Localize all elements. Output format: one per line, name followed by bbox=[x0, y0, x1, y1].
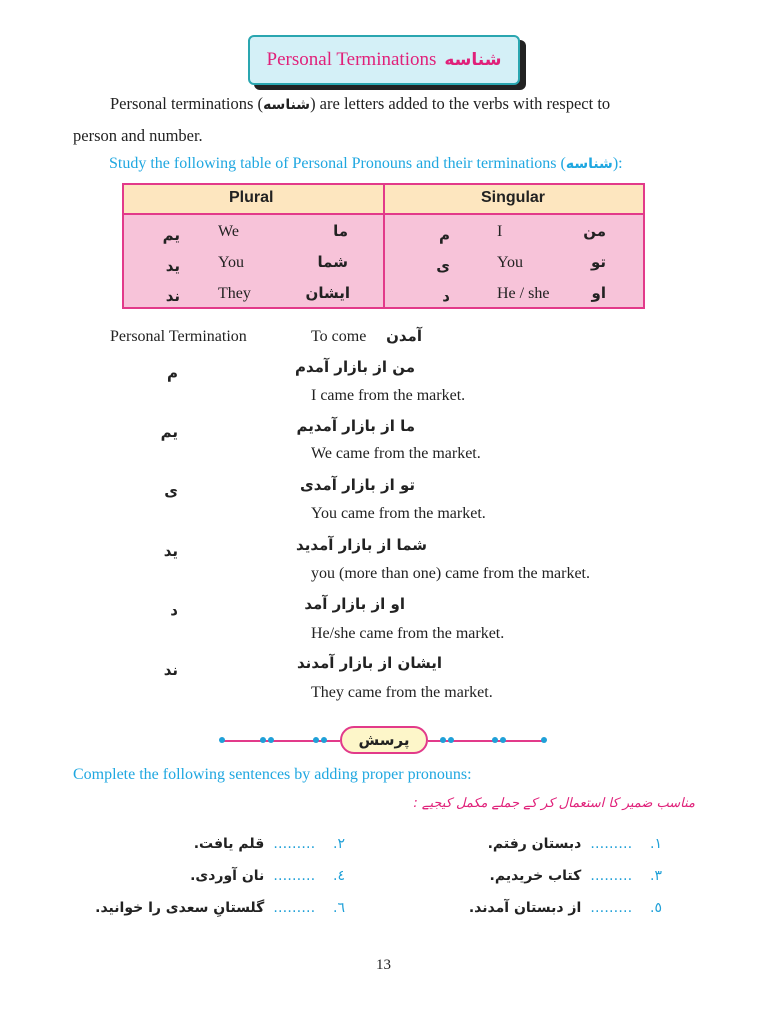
exercise-number: ۳. bbox=[650, 868, 662, 884]
blank-dots: ……… bbox=[590, 836, 633, 852]
exercise-text: دبستان رفتم. bbox=[487, 836, 582, 852]
intro-fa: شناسه bbox=[263, 97, 311, 113]
exercise-number: ٦. bbox=[333, 900, 345, 916]
plural-fa-1: ما bbox=[333, 222, 348, 240]
exercise-text: گلستانِ سعدی را خوانید. bbox=[95, 900, 265, 916]
ornament-dot bbox=[492, 737, 498, 743]
exercise-item-5 bbox=[430, 900, 662, 916]
label-to-come: To come bbox=[311, 328, 367, 345]
page-number: 13 bbox=[376, 957, 391, 973]
ornament-dot bbox=[541, 737, 547, 743]
plural-header: Plural bbox=[229, 189, 274, 206]
singular-term-3: د bbox=[442, 287, 450, 305]
singular-header: Singular bbox=[481, 189, 546, 206]
plural-term-1: یم bbox=[162, 226, 180, 244]
study-fa: شناسه bbox=[565, 156, 613, 172]
ornament-dot bbox=[313, 737, 319, 743]
exercise-item-3 bbox=[430, 868, 662, 884]
exercise-text: از دبستان آمدند. bbox=[468, 900, 582, 916]
conj-term-2: یم bbox=[160, 423, 178, 441]
intro-text-a: Personal terminations ( bbox=[110, 94, 264, 113]
conj-en-3: You came from the market. bbox=[311, 505, 486, 522]
intro-text-b: ) are letters added to the verbs with respect to bbox=[310, 94, 611, 113]
plural-en-2: You bbox=[218, 254, 244, 271]
ornament-dot bbox=[260, 737, 266, 743]
conj-en-2: We came from the market. bbox=[311, 445, 481, 462]
conj-term-6: ند bbox=[163, 661, 178, 679]
conj-fa-3: تو از بازار آمدی bbox=[300, 476, 415, 494]
conj-en-4: you (more than one) came from the market. bbox=[311, 565, 590, 582]
exercise-number: ۱. bbox=[650, 836, 662, 852]
conj-term-5: د bbox=[170, 601, 178, 619]
exercise-number: ۲. bbox=[333, 836, 345, 852]
singular-en-2: You bbox=[497, 254, 523, 271]
ornament-dot bbox=[448, 737, 454, 743]
study-text-b: ): bbox=[612, 155, 623, 172]
conj-fa-5: او از بازار آمد bbox=[304, 595, 405, 613]
exercise-text: نان آوردی. bbox=[190, 868, 265, 884]
singular-fa-2: تو bbox=[590, 253, 606, 271]
ornament-dot bbox=[268, 737, 274, 743]
singular-term-1: م bbox=[439, 226, 450, 244]
plural-en-1: We bbox=[218, 223, 239, 240]
conj-en-1: I came from the market. bbox=[311, 387, 466, 404]
conj-en-6: They came from the market. bbox=[311, 684, 493, 701]
exercise-instruction: Complete the following sentences by adding proper pronouns: bbox=[73, 766, 472, 783]
conj-fa-4: شما از بازار آمدید bbox=[296, 536, 427, 554]
blank-dots: ……… bbox=[273, 836, 316, 852]
exercise-item-4 bbox=[80, 868, 345, 884]
singular-fa-1: من bbox=[583, 222, 606, 240]
ornament-dot bbox=[219, 737, 225, 743]
conj-term-3: ی bbox=[164, 482, 178, 500]
plural-en-3: They bbox=[218, 285, 251, 302]
page-title bbox=[248, 35, 520, 85]
exercise-text: کتاب خریدیم. bbox=[489, 868, 582, 884]
title-en: Personal Terminations bbox=[266, 49, 437, 70]
singular-en-1: I bbox=[497, 223, 503, 240]
exercise-item-6 bbox=[60, 900, 345, 916]
conj-fa-6: ایشان از بازار آمدند bbox=[297, 654, 442, 672]
conj-fa-1: من از بازار آمدم bbox=[295, 358, 415, 376]
plural-fa-3: ایشان bbox=[305, 284, 350, 302]
plural-fa-2: شما bbox=[317, 253, 348, 271]
blank-dots: ……… bbox=[273, 900, 316, 916]
blank-dots: ……… bbox=[590, 868, 633, 884]
conj-term-1: م bbox=[167, 364, 178, 382]
study-instruction bbox=[109, 155, 709, 173]
conj-term-4: ید bbox=[163, 542, 178, 560]
singular-fa-3: او bbox=[591, 284, 606, 302]
section-heading: پرسش bbox=[340, 726, 428, 754]
exercise-instruction-urdu: مناسب ضمیر کا استعمال کر کے جملے مکمل کیجیے : bbox=[413, 796, 695, 811]
exercise-number: ٥. bbox=[650, 900, 662, 916]
label-personal-termination: Personal Termination bbox=[110, 328, 247, 345]
exercise-text: قلم یافت. bbox=[193, 836, 265, 852]
singular-term-2: ی bbox=[436, 257, 450, 275]
exercise-item-2 bbox=[80, 836, 345, 852]
ornament-dot bbox=[440, 737, 446, 743]
intro-line-1 bbox=[110, 94, 610, 114]
blank-dots: ……… bbox=[590, 900, 633, 916]
ornament-dot bbox=[500, 737, 506, 743]
ornament-dot bbox=[321, 737, 327, 743]
conj-en-5: He/she came from the market. bbox=[311, 625, 505, 642]
label-to-come-fa: آمدن bbox=[386, 327, 422, 345]
title-fa: شناسه bbox=[444, 50, 502, 70]
exercise-item-1 bbox=[430, 836, 662, 852]
plural-term-3: ند bbox=[165, 287, 180, 305]
singular-en-3: He / she bbox=[497, 285, 550, 302]
plural-term-2: ید bbox=[165, 257, 180, 275]
study-text-a: Study the following table of Personal Pronouns and their terminations ( bbox=[109, 155, 566, 172]
exercise-number: ٤. bbox=[333, 868, 345, 884]
intro-line-2: person and number. bbox=[73, 126, 203, 145]
blank-dots: ……… bbox=[273, 868, 316, 884]
conj-fa-2: ما از بازار آمدیم bbox=[296, 417, 415, 435]
